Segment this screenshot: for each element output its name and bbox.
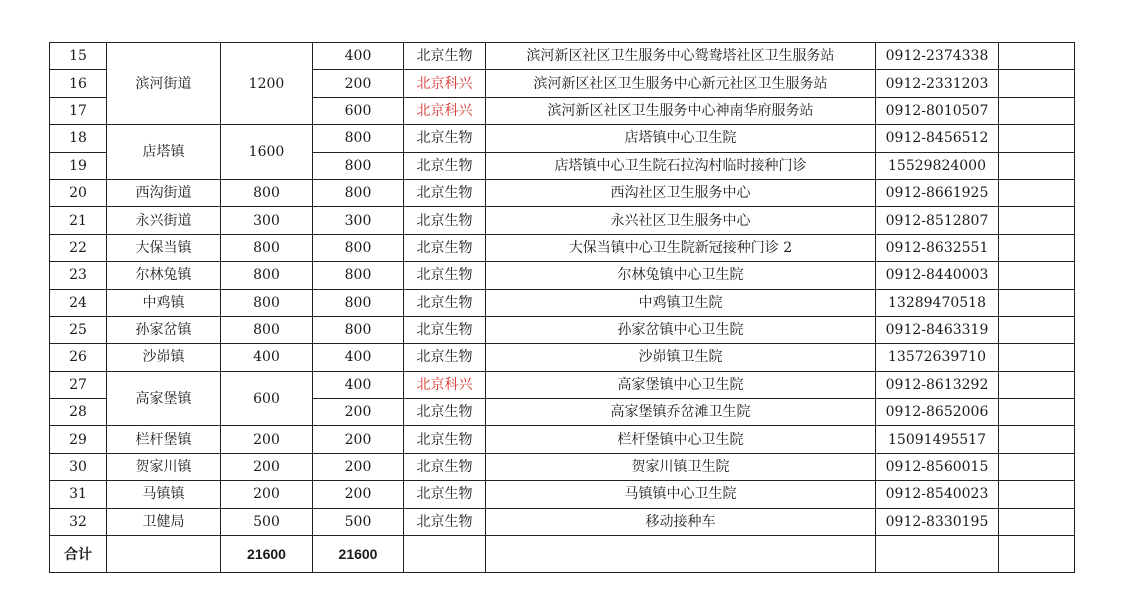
vendor-cell: 北京生物 — [404, 262, 486, 289]
site-name-cell: 移动接种车 — [486, 508, 876, 535]
phone-cell: 0912-8456512 — [876, 125, 999, 152]
phone-cell: 0912-8560015 — [876, 453, 999, 480]
phone-cell: 0912-8440003 — [876, 262, 999, 289]
row-number-cell: 22 — [50, 234, 107, 261]
area-cell: 卫健局 — [107, 508, 221, 535]
table-row — [50, 316, 1075, 343]
table-row — [50, 508, 1075, 535]
note-cell — [999, 453, 1075, 480]
phone-cell: 0912-8661925 — [876, 179, 999, 206]
quota-cell: 600 — [221, 371, 313, 426]
quota-cell: 300 — [221, 207, 313, 234]
row-number-cell: 20 — [50, 179, 107, 206]
phone-cell: 0912-8330195 — [876, 508, 999, 535]
row-number-cell: 17 — [50, 97, 107, 124]
note-cell — [999, 426, 1075, 453]
site-name-cell: 店塔镇中心卫生院石拉沟村临时接种门诊 — [486, 152, 876, 179]
vendor-cell: 北京生物 — [404, 125, 486, 152]
phone-cell: 15529824000 — [876, 152, 999, 179]
vendor-cell: 北京生物 — [404, 43, 486, 70]
row-number-cell: 23 — [50, 262, 107, 289]
amount-cell: 200 — [313, 453, 404, 480]
note-cell — [999, 70, 1075, 97]
note-cell — [999, 508, 1075, 535]
row-number-cell: 27 — [50, 371, 107, 398]
amount-cell: 200 — [313, 426, 404, 453]
quota-cell: 200 — [221, 481, 313, 508]
vendor-cell: 北京生物 — [404, 179, 486, 206]
site-name-cell: 滨河新区社区卫生服务中心鸳鸯塔社区卫生服务站 — [486, 43, 876, 70]
total-amount-cell: 21600 — [313, 536, 404, 573]
amount-cell: 200 — [313, 399, 404, 426]
row-number-cell: 30 — [50, 453, 107, 480]
amount-cell: 800 — [313, 316, 404, 343]
quota-cell: 800 — [221, 289, 313, 316]
note-cell — [999, 289, 1075, 316]
total-phone-cell — [876, 536, 999, 573]
table-row — [50, 481, 1075, 508]
note-cell — [999, 207, 1075, 234]
vendor-cell: 北京生物 — [404, 344, 486, 371]
phone-cell: 0912-2374338 — [876, 43, 999, 70]
vendor-cell: 北京生物 — [404, 508, 486, 535]
vendor-cell: 北京生物 — [404, 426, 486, 453]
phone-cell: 0912-2331203 — [876, 70, 999, 97]
amount-cell: 400 — [313, 344, 404, 371]
area-cell: 栏杆堡镇 — [107, 426, 221, 453]
table-row — [50, 207, 1075, 234]
area-cell: 贺家川镇 — [107, 453, 221, 480]
area-cell: 滨河街道 — [107, 43, 221, 125]
area-cell: 高家堡镇 — [107, 371, 221, 426]
note-cell — [999, 344, 1075, 371]
row-number-cell: 16 — [50, 70, 107, 97]
vaccination-site-table — [49, 42, 1075, 573]
quota-cell: 800 — [221, 179, 313, 206]
quota-cell: 200 — [221, 453, 313, 480]
total-vendor-cell — [404, 536, 486, 573]
note-cell — [999, 399, 1075, 426]
quota-cell: 1600 — [221, 125, 313, 180]
site-name-cell: 中鸡镇卫生院 — [486, 289, 876, 316]
amount-cell: 800 — [313, 289, 404, 316]
amount-cell: 400 — [313, 43, 404, 70]
vendor-cell: 北京生物 — [404, 207, 486, 234]
site-name-cell: 滨河新区社区卫生服务中心神南华府服务站 — [486, 97, 876, 124]
area-cell: 沙峁镇 — [107, 344, 221, 371]
table-row — [50, 453, 1075, 480]
total-site-cell — [486, 536, 876, 573]
site-name-cell: 马镇镇中心卫生院 — [486, 481, 876, 508]
note-cell — [999, 234, 1075, 261]
vendor-cell: 北京生物 — [404, 316, 486, 343]
site-name-cell: 大保当镇中心卫生院新冠接种门诊 2 — [486, 234, 876, 261]
amount-cell: 800 — [313, 152, 404, 179]
note-cell — [999, 481, 1075, 508]
site-name-cell: 西沟社区卫生服务中心 — [486, 179, 876, 206]
site-name-cell: 高家堡镇乔岔滩卫生院 — [486, 399, 876, 426]
total-row — [50, 536, 1075, 573]
row-number-cell: 15 — [50, 43, 107, 70]
row-number-cell: 18 — [50, 125, 107, 152]
total-quota-cell: 21600 — [221, 536, 313, 573]
site-name-cell: 店塔镇中心卫生院 — [486, 125, 876, 152]
amount-cell: 300 — [313, 207, 404, 234]
note-cell — [999, 371, 1075, 398]
area-cell: 西沟街道 — [107, 179, 221, 206]
vendor-cell: 北京科兴 — [404, 70, 486, 97]
note-cell — [999, 152, 1075, 179]
site-name-cell: 沙峁镇卫生院 — [486, 344, 876, 371]
row-number-cell: 29 — [50, 426, 107, 453]
quota-cell: 800 — [221, 234, 313, 261]
amount-cell: 200 — [313, 70, 404, 97]
row-number-cell: 32 — [50, 508, 107, 535]
quota-cell: 500 — [221, 508, 313, 535]
row-number-cell: 25 — [50, 316, 107, 343]
vendor-cell: 北京生物 — [404, 453, 486, 480]
phone-cell: 0912-8632551 — [876, 234, 999, 261]
note-cell — [999, 316, 1075, 343]
phone-cell: 0912-8613292 — [876, 371, 999, 398]
total-note-cell — [999, 536, 1075, 573]
vendor-cell: 北京科兴 — [404, 97, 486, 124]
note-cell — [999, 43, 1075, 70]
note-cell — [999, 125, 1075, 152]
row-number-cell: 26 — [50, 344, 107, 371]
total-label-cell: 合计 — [50, 536, 107, 573]
phone-cell: 0912-8540023 — [876, 481, 999, 508]
table-row — [50, 179, 1075, 206]
area-cell: 店塔镇 — [107, 125, 221, 180]
vendor-cell: 北京生物 — [404, 234, 486, 261]
phone-cell: 0912-8512807 — [876, 207, 999, 234]
amount-cell: 400 — [313, 371, 404, 398]
phone-cell: 0912-8010507 — [876, 97, 999, 124]
table-row — [50, 43, 1075, 70]
note-cell — [999, 97, 1075, 124]
row-number-cell: 19 — [50, 152, 107, 179]
table-row — [50, 426, 1075, 453]
row-number-cell: 24 — [50, 289, 107, 316]
area-cell: 大保当镇 — [107, 234, 221, 261]
table-row — [50, 125, 1075, 152]
site-name-cell: 高家堡镇中心卫生院 — [486, 371, 876, 398]
site-name-cell: 孙家岔镇中心卫生院 — [486, 316, 876, 343]
area-cell: 马镇镇 — [107, 481, 221, 508]
amount-cell: 200 — [313, 481, 404, 508]
quota-cell: 400 — [221, 344, 313, 371]
note-cell — [999, 262, 1075, 289]
amount-cell: 600 — [313, 97, 404, 124]
table-row — [50, 371, 1075, 398]
quota-cell: 1200 — [221, 43, 313, 125]
row-number-cell: 21 — [50, 207, 107, 234]
amount-cell: 500 — [313, 508, 404, 535]
vendor-cell: 北京科兴 — [404, 371, 486, 398]
area-cell: 中鸡镇 — [107, 289, 221, 316]
area-cell: 永兴街道 — [107, 207, 221, 234]
quota-cell: 800 — [221, 316, 313, 343]
site-name-cell: 尔林兔镇中心卫生院 — [486, 262, 876, 289]
total-area-cell — [107, 536, 221, 573]
phone-cell: 13572639710 — [876, 344, 999, 371]
note-cell — [999, 179, 1075, 206]
quota-cell: 800 — [221, 262, 313, 289]
site-name-cell: 滨河新区社区卫生服务中心新元社区卫生服务站 — [486, 70, 876, 97]
table-body — [50, 43, 1075, 573]
amount-cell: 800 — [313, 125, 404, 152]
table-row — [50, 262, 1075, 289]
site-name-cell: 贺家川镇卫生院 — [486, 453, 876, 480]
amount-cell: 800 — [313, 234, 404, 261]
area-cell: 尔林兔镇 — [107, 262, 221, 289]
amount-cell: 800 — [313, 179, 404, 206]
phone-cell: 0912-8652006 — [876, 399, 999, 426]
table-row — [50, 289, 1075, 316]
vendor-cell: 北京生物 — [404, 481, 486, 508]
phone-cell: 15091495517 — [876, 426, 999, 453]
quota-cell: 200 — [221, 426, 313, 453]
vendor-cell: 北京生物 — [404, 399, 486, 426]
area-cell: 孙家岔镇 — [107, 316, 221, 343]
amount-cell: 800 — [313, 262, 404, 289]
table-row — [50, 234, 1075, 261]
site-name-cell: 永兴社区卫生服务中心 — [486, 207, 876, 234]
row-number-cell: 31 — [50, 481, 107, 508]
site-name-cell: 栏杆堡镇中心卫生院 — [486, 426, 876, 453]
vendor-cell: 北京生物 — [404, 289, 486, 316]
vendor-cell: 北京生物 — [404, 152, 486, 179]
table-row — [50, 344, 1075, 371]
phone-cell: 13289470518 — [876, 289, 999, 316]
row-number-cell: 28 — [50, 399, 107, 426]
phone-cell: 0912-8463319 — [876, 316, 999, 343]
